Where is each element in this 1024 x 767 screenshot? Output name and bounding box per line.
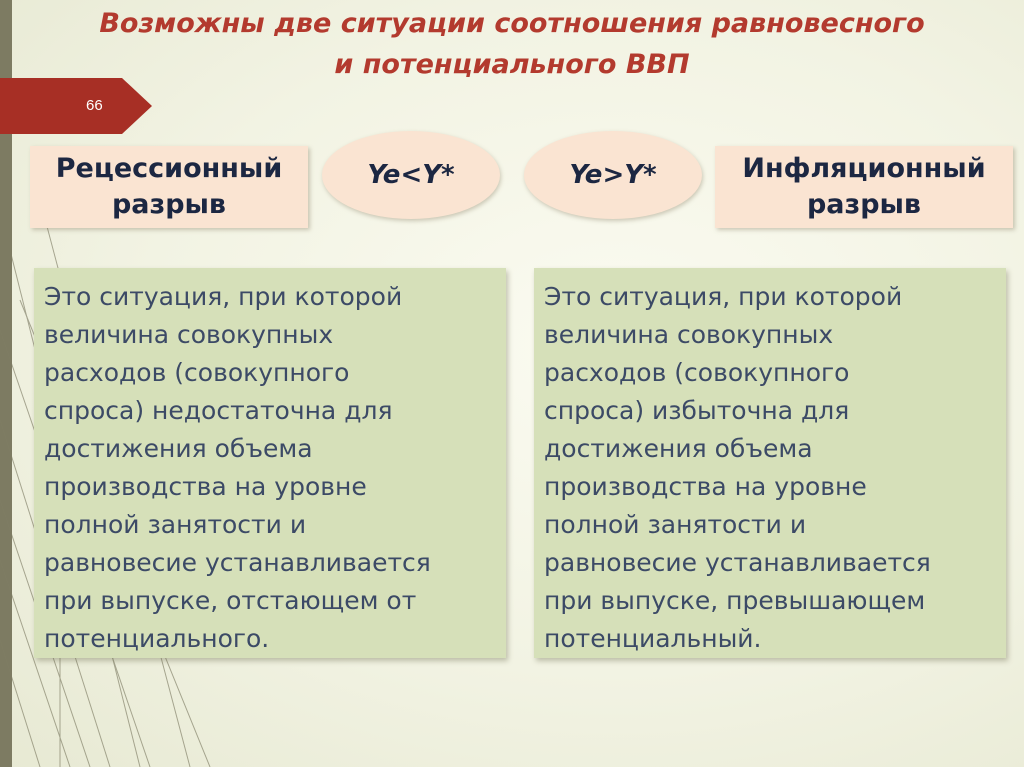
description-line: потенциального. [44,624,270,653]
recession-gap-box [30,146,308,228]
description-line: величина совокупных [44,320,334,349]
condition-left-label: Ye<Y* [367,160,455,190]
inflation-gap-box [715,146,1013,228]
condition-ellipse-right [524,131,702,219]
inflation-gap-term-line-2: разрыв [806,189,922,220]
page-number: 66 [86,97,103,114]
description-line: достижения объема [44,434,313,463]
description-line: потенциальный. [544,624,762,653]
recession-gap-description [34,268,506,658]
description-line: равновесие устанавливается [44,548,431,577]
description-line: при выпуске, отстающем от [44,586,417,615]
page-number-flag [0,78,152,134]
description-line: спроса) недостаточна для [44,396,393,425]
recession-gap-term-line-1: Рецессионный [55,153,283,184]
condition-ellipse-left [322,131,500,219]
description-line: расходов (совокупного [544,358,850,387]
description-line: Это ситуация, при которой [544,282,903,311]
description-line: при выпуске, превышающем [544,586,926,615]
description-line: достижения объема [544,434,813,463]
description-line: полной занятости и [44,510,307,539]
slide-title-line-2: и потенциального ВВП [334,49,690,80]
condition-right-label: Ye>Y* [569,160,657,190]
inflation-gap-term-line-1: Инфляционный [742,153,986,184]
description-line: производства на уровне [544,472,867,501]
recession-gap-term-line-2: разрыв [111,189,227,220]
description-line: равновесие устанавливается [544,548,931,577]
description-line: спроса) избыточна для [544,396,850,425]
description-line: величина совокупных [544,320,834,349]
description-line: полной занятости и [544,510,807,539]
description-line: расходов (совокупного [44,358,350,387]
slide-title-line-1: Возможны две ситуации соотношения равновесного [99,8,925,39]
description-line: производства на уровне [44,472,367,501]
inflation-gap-description [534,268,1006,658]
description-line: Это ситуация, при которой [44,282,403,311]
